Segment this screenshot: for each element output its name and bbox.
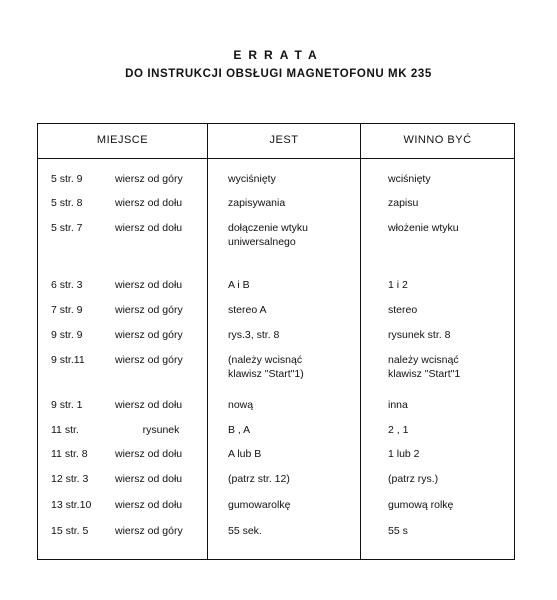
header-jest: JEST (269, 134, 299, 146)
cell-jest: gumowarolkę (228, 499, 291, 511)
errata-title: ERRATA (233, 48, 324, 62)
cell-winno: włożenie wtyku (388, 222, 459, 234)
cell-page: 5 str. 7 (51, 222, 83, 234)
cell-page: 6 str. 3 (51, 279, 83, 291)
cell-page: 5 str. 9 (51, 173, 83, 185)
cell-page: 5 str. 8 (51, 197, 83, 209)
cell-winno: 2 , 1 (388, 424, 409, 436)
header-divider (38, 158, 514, 159)
cell-line: wiersz od dołu (115, 473, 183, 485)
header-winno-byc: WINNO BYĆ (403, 134, 472, 146)
cell-winno: rysunek str. 8 (388, 329, 451, 341)
cell-jest: stereo A (228, 304, 267, 316)
cell-jest: zapisywania (228, 197, 286, 209)
cell-winno: gumową rolkę (388, 499, 454, 511)
cell-line: rysunek (142, 424, 180, 436)
cell-line: wiersz od dołu (115, 197, 183, 209)
cell-jest: A i B (228, 279, 250, 291)
cell-jest: (należy wcisnąć klawisz "Start"1) (228, 354, 304, 380)
cell-winno: 1 lub 2 (388, 448, 420, 460)
cell-jest: B , A (228, 424, 251, 436)
column-divider (207, 124, 208, 559)
cell-line: wiersz od dołu (115, 499, 183, 511)
cell-page: 9 str. 9 (51, 329, 83, 341)
cell-line: wiersz od dołu (115, 448, 183, 460)
cell-winno: stereo (388, 304, 418, 316)
header-miejsce: MIEJSCE (96, 134, 149, 146)
cell-page: 12 str. 3 (51, 473, 89, 485)
cell-winno: inna (388, 399, 408, 411)
cell-page: 15 str. 5 (51, 525, 89, 537)
cell-jest: A lub B (228, 448, 262, 460)
cell-jest: 55 sek. (228, 525, 262, 537)
cell-line: wiersz od góry (115, 304, 183, 316)
cell-jest: nową (228, 399, 254, 411)
cell-page: 9 str. 1 (51, 399, 83, 411)
cell-line: wiersz od dołu (115, 222, 183, 234)
cell-line: wiersz od góry (115, 173, 183, 185)
cell-jest: rys.3, str. 8 (228, 329, 280, 341)
cell-winno: 55 s (388, 525, 408, 537)
cell-line: wiersz od góry (115, 525, 183, 537)
cell-page: 9 str.11 (51, 354, 85, 366)
cell-page: 13 str.10 (51, 499, 92, 511)
cell-page: 7 str. 9 (51, 304, 83, 316)
cell-winno: należy wcisnąć klawisz "Start"1 (388, 354, 461, 380)
cell-line: wiersz od dołu (115, 279, 183, 291)
cell-winno: 1 i 2 (388, 279, 408, 291)
cell-jest: dołączenie wtyku uniwersalnego (228, 222, 308, 248)
cell-line: wiersz od dołu (115, 399, 183, 411)
errata-table (37, 123, 515, 560)
cell-line: wiersz od góry (115, 354, 183, 366)
cell-jest: wyciśnięty (228, 173, 276, 185)
cell-line: wiersz od góry (115, 329, 183, 341)
cell-jest: (patrz str. 12) (228, 473, 290, 485)
cell-winno: zapisu (388, 197, 419, 209)
cell-page: 11 str. (51, 424, 79, 436)
cell-page: 11 str. 8 (51, 448, 88, 460)
errata-subtitle: DO INSTRUKCJI OBSŁUGI MAGNETOFONU MK 235 (125, 68, 432, 80)
cell-winno: wciśnięty (388, 173, 431, 185)
cell-winno: (patrz rys.) (388, 473, 439, 485)
